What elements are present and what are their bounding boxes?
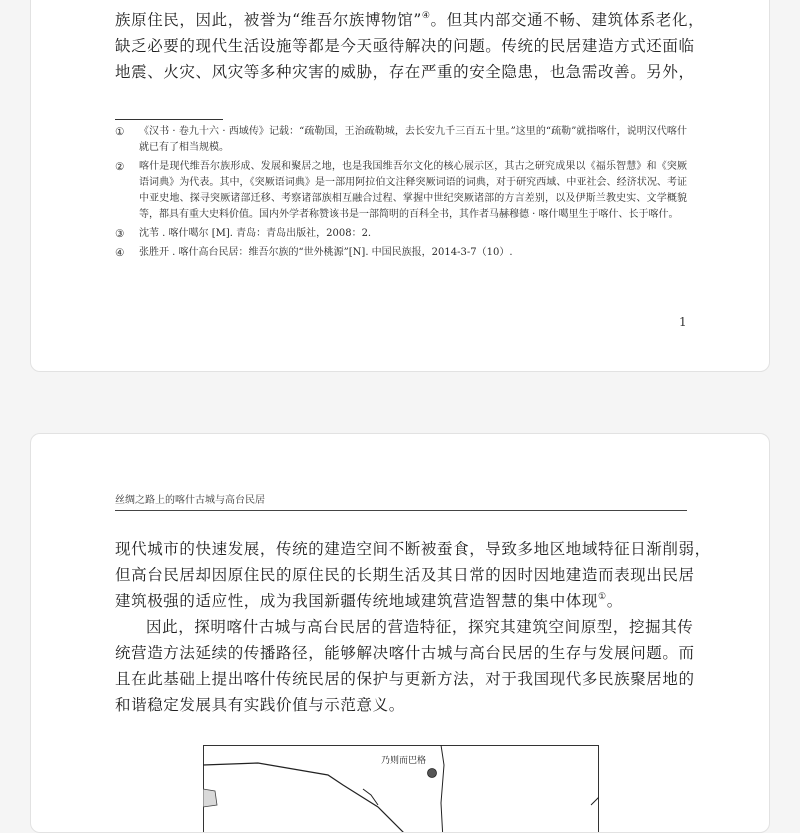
site-map-figure <box>203 745 599 833</box>
body-paragraph-2 <box>115 614 687 718</box>
footnotes <box>115 124 687 264</box>
body-line: 统营造方法延续的传播路径，能够解决喀什古城与高台民居的生存与发展问题。而 <box>115 640 687 666</box>
body-line: 但高台民居却因原住民的原住民的长期生活及其日常的因时因地建造而表现出民居 <box>115 562 687 588</box>
footnote-3: ③ 沈苇 . 喀什噶尔 [M]. 青岛：青岛出版社，2008：2. <box>115 226 687 242</box>
running-head: 丝绸之路上的喀什古城与高台民居 <box>115 491 687 511</box>
body-line: 且在此基础上提出喀什传统民居的保护与更新方法，对于我国现代多民族聚居地的 <box>115 666 687 692</box>
footnote-ref-4[interactable]: ④ <box>422 11 431 21</box>
footnote-2: ② 喀什是现代维吾尔族形成、发展和聚居之地，也是我国维吾尔文化的核心展示区，其古之研究成果以《福乐智慧》和《突厥语词典》为代表。其中，《突厥语词典》是一部用阿拉伯文注释突厥词语的词典，对于研究西域、中亚社会、经济状况、考证中亚史地、探寻突厥诸部迁移、考察诸部族相互融合过程、掌握中世纪突厥诸部的方言差别，以及伊斯兰教史实、文学概貌等，都具有重大史料价值。国内外学者称赞该书是一部简明的百科全书，其作者马赫穆德 · 喀什噶里生于喀什、长于喀什。 <box>115 159 687 223</box>
body-line: 缺乏必要的现代生活设施等都是今天亟待解决的问题。传统的民居建造方式还面临 <box>115 33 687 59</box>
map-location-label: 乃则而巴格 <box>381 754 426 766</box>
body-line: 族原住民，因此，被誉为“维吾尔族博物馆”④。但其内部交通不畅、建筑体系老化， <box>115 7 687 33</box>
map-shaded-area <box>203 789 217 807</box>
page-number: 1 <box>679 315 687 329</box>
footnote-ref-1[interactable]: ① <box>598 592 607 602</box>
body-line: 现代城市的快速发展，传统的建造空间不断被蚕食，导致多地区地域特征日渐削弱， <box>115 536 687 562</box>
map-location-marker[interactable] <box>428 769 437 778</box>
footnote-1: ① 《汉书 · 卷九十六 · 西域传》记载：“疏勒国，王治疏勒城，去长安九千三百五十里。”这里的“疏勒”就指喀什，说明汉代喀什就已有了相当规模。 <box>115 124 687 156</box>
body-line: 建筑极强的适应性，成为我国新疆传统地域建筑营造智慧的集中体现①。 <box>115 588 687 614</box>
body-line: 和谐稳定发展具有实践价值与示范意义。 <box>115 692 687 718</box>
document-page-1 <box>30 0 770 372</box>
body-line: 地震、火灾、风灾等多种灾害的威胁，存在严重的安全隐患，也急需改善。另外， <box>115 59 687 85</box>
document-page-2 <box>30 433 770 833</box>
body-paragraph-1 <box>115 536 687 614</box>
body-line: 因此，探明喀什古城与高台民居的营造特征，探究其建筑空间原型，挖掘其传 <box>115 614 687 640</box>
footnote-divider <box>115 119 223 120</box>
footnote-4: ④ 张胜开 . 喀什高台民居：维吾尔族的“世外桃源”[N]. 中国民族报，2014-3-7（10）. <box>115 245 687 261</box>
body-paragraph <box>115 7 687 85</box>
